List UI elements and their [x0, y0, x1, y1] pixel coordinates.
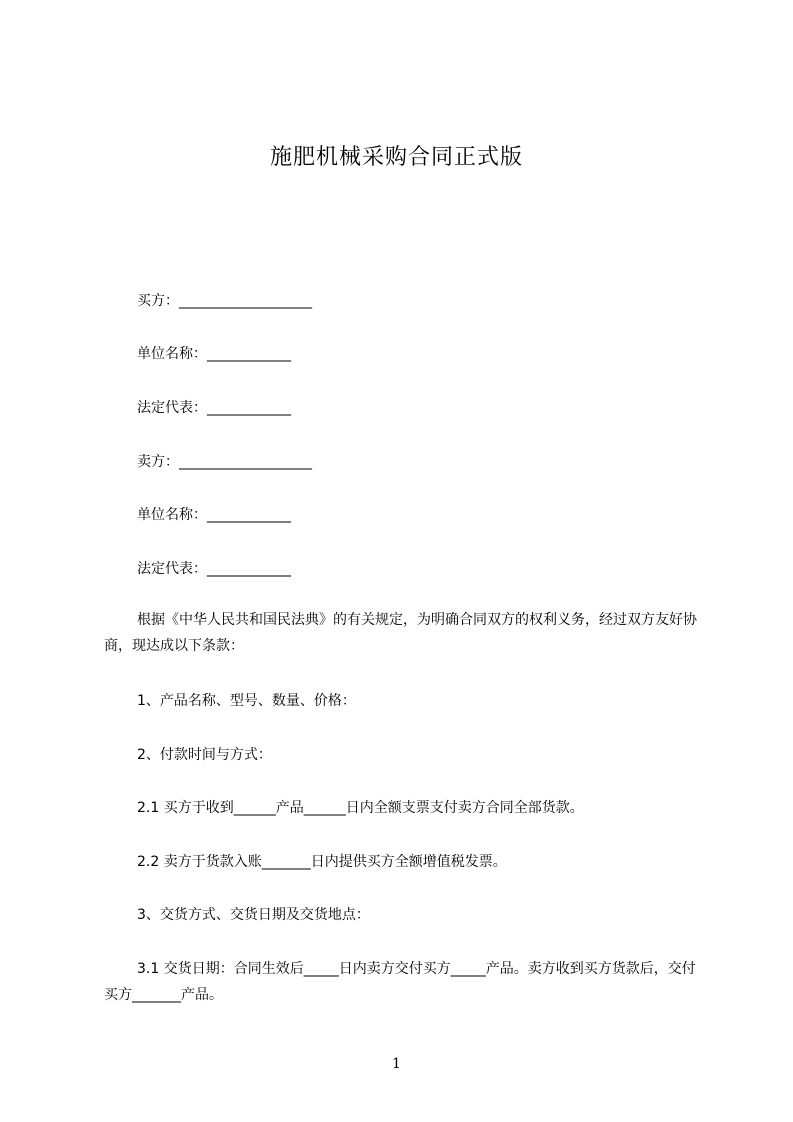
buyer-field: 买方：___________________ — [137, 293, 312, 309]
seller-unit-name-field: 单位名称：____________ — [137, 507, 291, 523]
clause-2-2: 2.2 卖方于货款入账_______日内提供买方全额增值税发票。 — [137, 854, 507, 870]
clause-3-1-text: 3.1 交货日期：合同生效后_____日内卖方交付买方_____产品。卖方收到买方货款后，交付买方_______产品。 — [104, 961, 696, 1003]
page-number: 1 — [392, 1056, 401, 1072]
buyer-unit-name-field: 单位名称：____________ — [137, 346, 291, 362]
intro-text: 根据《中华人民共和国民法典》的有关规定，为明确合同双方的权利义务，经过双方友好协商，现达成以下条款： — [104, 612, 697, 654]
clause-2-1: 2.1 买方于收到______产品______日内全额支票支付卖方合同全部货款。 — [137, 800, 584, 816]
buyer-legal-rep-field: 法定代表：____________ — [137, 400, 291, 416]
clause-1: 1、产品名称、型号、数量、价格： — [137, 693, 356, 709]
page-title: 施肥机械采购合同正式版 — [269, 145, 523, 170]
clause-3: 3、交货方式、交货日期及交货地点： — [137, 907, 370, 923]
seller-legal-rep-field: 法定代表：____________ — [137, 561, 291, 577]
seller-field: 卖方：___________________ — [137, 454, 312, 470]
intro-paragraph — [104, 607, 704, 659]
clause-2: 2、付款时间与方式： — [137, 747, 272, 763]
clause-3-1-paragraph — [104, 956, 704, 1008]
